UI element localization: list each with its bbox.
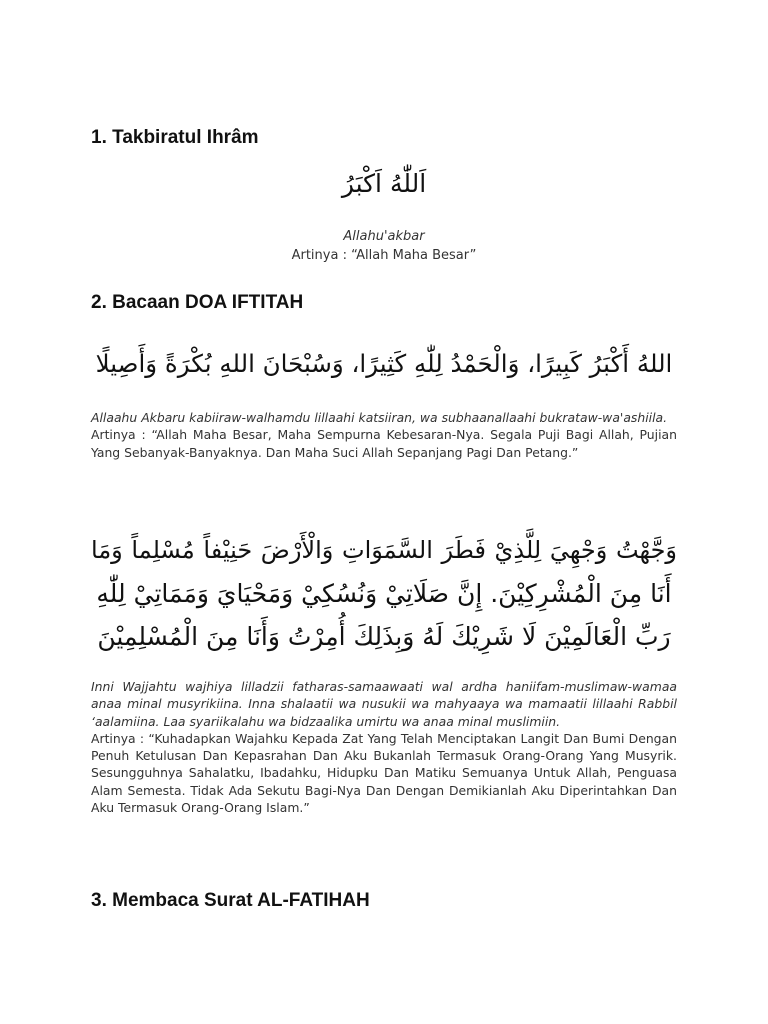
arabic-text-iftitah-1: اللهُ أَكْبَرُ كَبِيرًا، وَالْحَمْدُ لِلّٰهِ كَثِيرًا، وَسُبْحَانَ اللهِ بُكْرَةً وَأَصِيلًا bbox=[95, 349, 673, 378]
arabic-line: وَجَّهْتُ وَجْهِيَ لِلَّذِيْ فَطَرَ السَّمَوَاتِ وَالْأَرْضَ حَنِيْفاً مُسْلِماً وَمَا bbox=[91, 536, 677, 564]
arabic-text-takbir: اَللّٰهُ اَكْبَرُ bbox=[341, 169, 427, 198]
iftitah-1-block bbox=[91, 409, 677, 461]
section-heading-al-fatihah: 3. Membaca Surat AL-FATIHAH bbox=[91, 890, 370, 911]
arabic-line: أَنَا مِنَ الْمُشْرِكِيْنَ. إِنَّ صَلَاتِيْ وَنُسُكِيْ وَمَحْيَايَ وَمَمَاتِيْ لِلّٰهِ bbox=[96, 579, 672, 608]
transliteration-iftitah-2: Inni Wajjahtu wajhiya lilladzii fatharas-samaawaati wal ardha haniifam-muslimaw-wamaa anaa minal musyrikiina. Inna shalaatii wa nusukii wa mahyaaya wa mamaatii lillaahi Rabbil ‘aalamiina. Laa syariikalahu wa bidzaalika umirtu wa anaa minal muslimiin. bbox=[91, 679, 677, 729]
section-heading-doa-iftitah: 2. Bacaan DOA IFTITAH bbox=[91, 292, 304, 313]
section-heading-takbiratul-ihram: 1. Takbiratul Ihrâm bbox=[91, 127, 259, 148]
arabic-line: رَبِّ الْعَالَمِيْنَ لَا شَرِيْكَ لَهُ وَبِذَلِكَ أُمِرْتُ وَأَنَا مِنَ الْمُسْلِمِيْنَ bbox=[97, 622, 671, 651]
arabic-text-iftitah-2 bbox=[91, 529, 677, 658]
translation-iftitah-2: Artinya : “Kuhadapkan Wajahku Kepada Zat Yang Telah Menciptakan Langit Dan Bumi Dengan Penuh Ketulusan Dan Kepasrahan Dan Aku Bukanlah Termasuk Orang-Orang Yang Musyrik. Sesungguhnya Sahalatku, Ibadahku, Hidupku Dan Matiku Semuanya Untuk Allah, Penguasa Alam Semesta. Tidak Ada Sekutu Bagi-Nya Dan Dengan Demikianlah Aku Diperintahkan Dan Aku Termasuk Orang-Orang Islam.” bbox=[91, 730, 677, 816]
translation-takbir: Artinya : “Allah Maha Besar” bbox=[291, 248, 477, 263]
translation-iftitah-1: Artinya : “Allah Maha Besar, Maha Sempurna Kebesaran-Nya. Segala Puji Bagi Allah, Pujian Yang Sebanyak-Banyaknya. Dan Maha Suci Allah Sepanjang Pagi Dan Petang.” bbox=[91, 427, 677, 460]
transliteration-iftitah-1: Allaahu Akbaru kabiiraw-walhamdu lillaahi katsiiran, wa subhaanallaahi bukrataw-wa'ashiila. bbox=[91, 410, 668, 425]
transliteration-takbir: Allahu'akbar bbox=[343, 229, 425, 244]
iftitah-2-block bbox=[91, 678, 677, 816]
